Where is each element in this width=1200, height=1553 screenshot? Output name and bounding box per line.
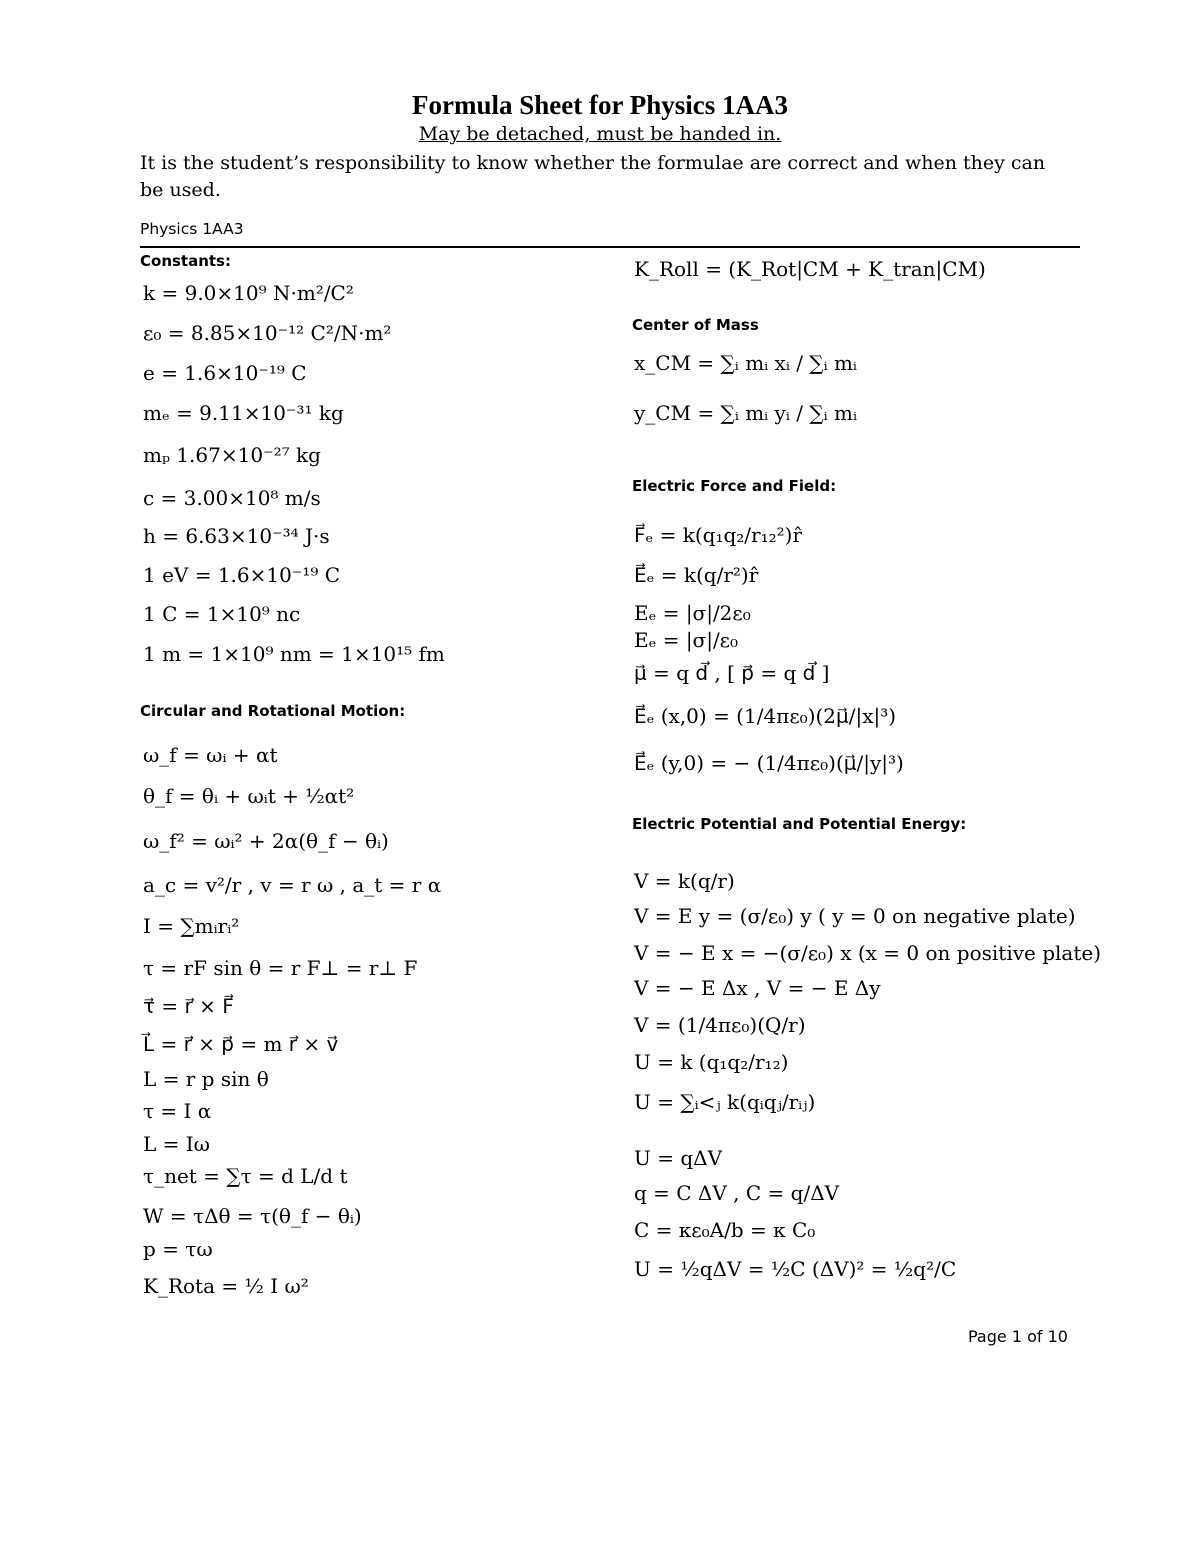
constant-2: ε₀ = 8.85×10⁻¹² C²/N·m² <box>143 321 392 345</box>
electric-force-formula-2: E⃗ₑ = k(q/r²)r̂ <box>634 563 759 587</box>
center-of-mass-heading: Center of Mass <box>632 316 759 334</box>
electric-force-formula-5: μ⃗ = q d⃗ , [ p⃗ = q d⃗ ] <box>634 661 830 685</box>
constant-10: 1 m = 1×10⁹ nm = 1×10¹⁵ fm <box>143 642 445 666</box>
rotation-formula-15: K_Rota = ½ I ω² <box>143 1274 309 1298</box>
constant-6: c = 3.00×10⁸ m/s <box>143 486 321 510</box>
electric-force-formula-4: Eₑ = |σ|/ε₀ <box>634 628 739 652</box>
rotation-formula-9: L = r p sin θ <box>143 1067 269 1091</box>
rotation-formula-14: p = τω <box>143 1237 213 1261</box>
rotation-formula-2: θ_f = θᵢ + ωᵢt + ½αt² <box>143 784 355 808</box>
rotation-formula-11: L = Iω <box>143 1132 210 1156</box>
center-of-mass-formula-2: y_CM = ∑ᵢ mᵢ yᵢ / ∑ᵢ mᵢ <box>634 401 857 425</box>
electric-potential-formula-5: V = (1/4πε₀)(Q/r) <box>634 1013 806 1037</box>
electric-potential-formula-10: C = κε₀A/b = κ C₀ <box>634 1218 816 1242</box>
disclaimer-text: It is the student’s responsibility to know whether the formulae are correct and when they can be used. <box>140 152 1046 201</box>
rotation-formula-8: L⃗ = r⃗ × p⃗ = m r⃗ × v⃗ <box>143 1032 339 1056</box>
rotation-formula-1: ω_f = ωᵢ + αt <box>143 743 278 767</box>
electric-potential-formula-8: U = qΔV <box>634 1146 723 1170</box>
electric-force-formula-1: F⃗ₑ = k(q₁q₂/r₁₂²)r̂ <box>634 523 802 547</box>
rotation-formula-10: τ = I α <box>143 1099 212 1123</box>
electric-force-heading: Electric Force and Field: <box>632 477 837 495</box>
center-of-mass-formula-1: x_CM = ∑ᵢ mᵢ xᵢ / ∑ᵢ mᵢ <box>634 351 857 375</box>
electric-force-formula-7: E⃗ₑ (y,0) = − (1/4πε₀)(μ⃗/|y|³) <box>634 751 904 775</box>
course-label: Physics 1AA3 <box>140 220 244 238</box>
rotation-formula-13: W = τΔθ = τ(θ_f − θᵢ) <box>143 1204 362 1228</box>
electric-potential-formula-4: V = − E Δx , V = − E Δy <box>634 976 881 1000</box>
rotation-formula-6: τ = rF sin θ = r F⊥ = r⊥ F <box>143 956 418 980</box>
rotation-formula-7: τ⃗ = r⃗ × F⃗ <box>143 994 234 1018</box>
electric-potential-formula-6: U = k (q₁q₂/r₁₂) <box>634 1050 789 1074</box>
constant-3: e = 1.6×10⁻¹⁹ C <box>143 361 307 385</box>
electric-potential-formula-11: U = ½qΔV = ½C (ΔV)² = ½q²/C <box>634 1257 957 1281</box>
rotation-formula-3: ω_f² = ωᵢ² + 2α(θ_f − θᵢ) <box>143 829 389 853</box>
rotation-formula-5: I = ∑mᵢrᵢ² <box>143 914 240 938</box>
electric-potential-formula-1: V = k(q/r) <box>634 869 735 893</box>
electric-force-formula-6: E⃗ₑ (x,0) = (1/4πε₀)(2μ⃗/|x|³) <box>634 704 897 728</box>
electric-potential-formula-7: U = ∑ᵢ<ⱼ k(qᵢqⱼ/rᵢⱼ) <box>634 1090 816 1114</box>
page-title: Formula Sheet for Physics 1AA3 <box>412 90 788 120</box>
constant-9: 1 C = 1×10⁹ nc <box>143 602 301 626</box>
constant-1: k = 9.0×10⁹ N·m²/C² <box>143 281 354 305</box>
header-rule <box>140 246 1080 248</box>
electric-potential-formula-9: q = C ΔV , C = q/ΔV <box>634 1181 840 1205</box>
constant-4: mₑ = 9.11×10⁻³¹ kg <box>143 401 344 425</box>
rotation-formula-4: a_c = v²/r , v = r ω , a_t = r α <box>143 873 442 897</box>
constant-7: h = 6.63×10⁻³⁴ J·s <box>143 524 330 548</box>
rolling-energy-formula: K_Roll = (K_Rot|CM + K_tran|CM) <box>634 257 986 281</box>
page-subtitle: May be detached, must be handed in. <box>418 123 782 145</box>
constants-heading: Constants: <box>140 252 231 270</box>
electric-potential-heading: Electric Potential and Potential Energy: <box>632 815 967 833</box>
page-number: Page 1 of 10 <box>968 1327 1068 1346</box>
electric-potential-formula-2: V = E y = (σ/ε₀) y ( y = 0 on negative plate) <box>634 904 1076 928</box>
electric-force-formula-3: Eₑ = |σ|/2ε₀ <box>634 601 751 625</box>
constant-5: mₚ 1.67×10⁻²⁷ kg <box>143 443 321 467</box>
rotation-heading: Circular and Rotational Motion: <box>140 702 406 720</box>
rotation-formula-12: τ_net = ∑τ = d L/d t <box>143 1164 348 1188</box>
constant-8: 1 eV = 1.6×10⁻¹⁹ C <box>143 563 341 587</box>
electric-potential-formula-3: V = − E x = −(σ/ε₀) x (x = 0 on positive plate) <box>634 941 1102 965</box>
